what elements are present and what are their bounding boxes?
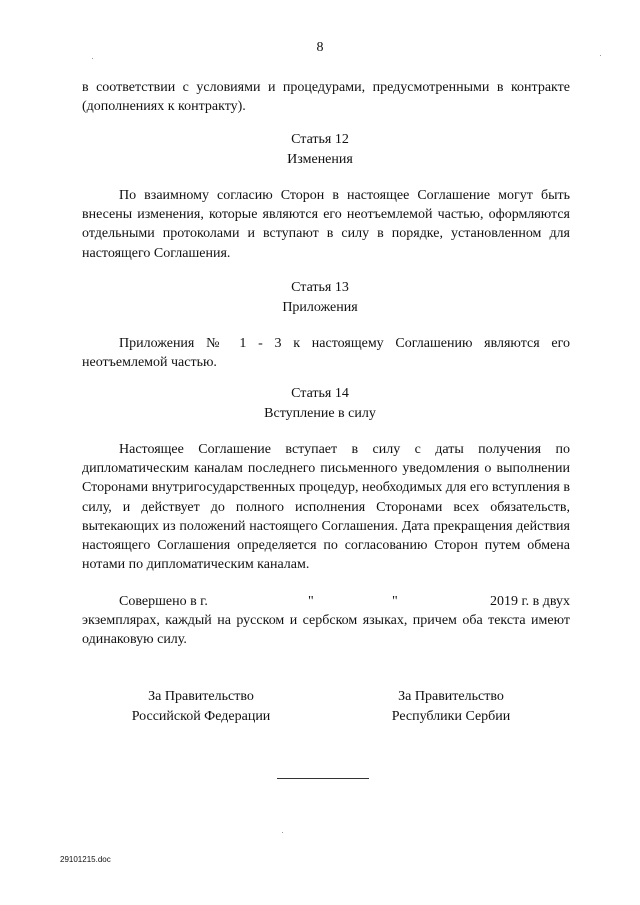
scan-speck [282,832,283,833]
open-quote: " [308,594,314,609]
article-12-text: По взаимному согласию Сторон в настоящее Соглашение могут быть внесены изменения, которые являются его неотъемлемой частью, оформляются отдельными протоколами и вступают в силу в порядке, установленном для настоящего Соглашения. [82,188,570,261]
article-12-heading [0,130,640,169]
signature-line2: Республики Сербии [391,708,511,724]
article-14-text: Настоящее Соглашение вступает в силу с даты получения по дипломатическим каналам последнего письменного уведомления о выполнении Сторонами внутригосударственных процедур, необходимых для его вступления в силу, и действует до полного исполнения Сторонами всех обязательств, вытекающих из положений настоящего Соглашения. Дата прекращения действия настоящего Соглашения определяется по согласованию Сторон путем обмена нотами по дипломатическим каналам. [82,442,570,573]
article-title: Изменения [287,151,353,167]
article-title: Приложения [282,299,358,315]
signature-line1: За Правительство [398,689,504,704]
signature-line1: За Правительство [148,689,254,704]
article-number: Статья 14 [291,386,349,401]
scan-speck [92,58,93,59]
signature-line2: Российской Федерации [131,708,271,724]
intro-paragraph: в соответствии с условиями и процедурами, предусмотренными в контракте (дополнениях к контракту). [82,80,570,115]
year-text: 2019 г. в двух [489,594,570,609]
end-divider [277,778,369,779]
article-number: Статья 12 [291,132,349,147]
done-in-text: Совершено в г. [119,594,208,609]
article-14-heading [0,384,640,423]
article-13-heading [0,278,640,317]
closing-paragraph: экземплярах, каждый на русском и сербском языках, причем оба текста имеют одинаковую силу. [82,613,570,648]
page-number: 8 [316,40,324,55]
signature-block-russia [106,687,296,726]
scan-speck [600,55,601,56]
article-13-text: Приложения № 1 - 3 к настоящему Соглашению являются его неотъемлемой частью. [82,336,570,371]
article-title: Вступление в силу [264,405,376,421]
footer-filename: 29101215.doc [60,855,111,864]
article-number: Статья 13 [291,280,349,295]
signature-block-serbia [356,687,546,726]
close-quote: " [392,594,398,609]
